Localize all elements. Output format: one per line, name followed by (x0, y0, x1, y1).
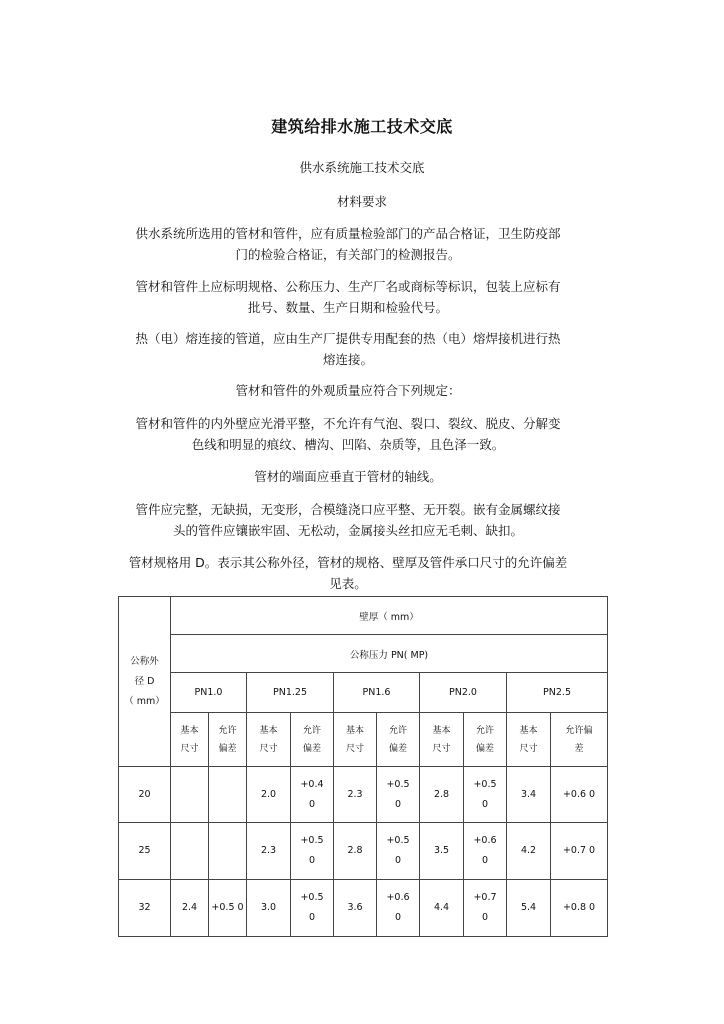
sub-header-tolerance: 允许 偏差 (377, 713, 420, 767)
document-title: 建筑给排水施工技术交底 (271, 117, 453, 136)
paragraph-6: 管材的端面应垂直于管材的轴线。 (254, 469, 442, 484)
pipe-spec-table (118, 596, 608, 937)
table-cell: 3.5 (420, 823, 464, 880)
row-diameter: 20 (119, 767, 171, 823)
table-cell: +0.8 0 (551, 880, 608, 937)
sub-header-tolerance: 允许 偏差 (209, 713, 247, 767)
sub-header-basic: 基本 尺寸 (420, 713, 464, 767)
table-cell: +0.5 0 (291, 823, 334, 880)
pressure-pn2-5: PN2.5 (507, 673, 608, 713)
paragraph-7: 管件应完整，无缺损，无变形，合模缝浇口应平整、无开裂。嵌有金属螺纹接 头的管件应镶嵌牢固、无松动，金属接头丝扣应无毛刺、缺扣。 (135, 502, 561, 538)
table-row (119, 823, 608, 880)
table-cell: 4.4 (420, 880, 464, 937)
paragraph-4: 管材和管件的外观质量应符合下列规定： (235, 383, 461, 398)
table-cell (171, 823, 209, 880)
table-cell: +0.7 0 (464, 880, 507, 937)
sub-header-tolerance: 允许偏 差 (551, 713, 608, 767)
pressure-pn1-25: PN1.25 (247, 673, 334, 713)
row-diameter: 32 (119, 880, 171, 937)
table-intro: 管材规格用 D。表示其公称外径，管材的规格、壁厚及管件承口尺寸的允许偏差 见表。 (128, 555, 568, 591)
table-cell: +0.4 0 (291, 767, 334, 823)
table-row (119, 880, 608, 937)
table-cell: 2.3 (334, 767, 377, 823)
section-title: 供水系统施工技术交底 (299, 160, 425, 175)
table-cell: +0.7 0 (551, 823, 608, 880)
table-cell: 5.4 (507, 880, 551, 937)
row-diameter: 25 (119, 823, 171, 880)
table-cell: +0.5 0 (377, 767, 420, 823)
sub-header-tolerance: 允许 偏差 (291, 713, 334, 767)
table-cell: +0.5 0 (377, 823, 420, 880)
nominal-diameter-header: 公称外 径 D （ mm） (119, 597, 171, 767)
table-cell: +0.6 0 (551, 767, 608, 823)
sub-header-basic: 基本 尺寸 (507, 713, 551, 767)
pressure-pn1-0: PN1.0 (171, 673, 247, 713)
table-cell (171, 767, 209, 823)
subsection-title: 材料要求 (336, 194, 387, 209)
table-cell: 2.4 (171, 880, 209, 937)
table-cell: 2.3 (247, 823, 291, 880)
table-cell: 2.8 (334, 823, 377, 880)
table-cell: +0.5 0 (209, 880, 247, 937)
table-cell: +0.5 0 (291, 880, 334, 937)
table-cell: 4.2 (507, 823, 551, 880)
paragraph-3: 热（电）熔连接的管道，应由生产厂提供专用配套的热（电）熔焊接机进行热 熔连接。 (135, 331, 561, 367)
table-cell: 2.0 (247, 767, 291, 823)
table-cell: 2.8 (420, 767, 464, 823)
table-row (119, 767, 608, 823)
wall-thickness-header: 壁厚（ mm） (171, 597, 608, 635)
table-cell (209, 823, 247, 880)
pressure-pn2-0: PN2.0 (420, 673, 507, 713)
table-cell: 3.4 (507, 767, 551, 823)
table-cell: +0.5 0 (464, 767, 507, 823)
pressure-pn1-6: PN1.6 (334, 673, 420, 713)
table-cell (209, 767, 247, 823)
table-cell: 3.6 (334, 880, 377, 937)
table-cell: 3.0 (247, 880, 291, 937)
nominal-pressure-header: 公称压力 PN( MP) (171, 635, 608, 673)
paragraph-2: 管材和管件上应标明规格、公称压力、生产厂名或商标等标识，包装上应标有 批号、数量、生产日期和检验代号。 (135, 279, 561, 315)
sub-header-basic: 基本 尺寸 (334, 713, 377, 767)
paragraph-1: 供水系统所选用的管材和管件，应有质量检验部门的产品合格证，卫生防疫部 门的检验合格证，有关部门的检测报告。 (135, 226, 561, 262)
sub-header-tolerance: 允许 偏差 (464, 713, 507, 767)
sub-header-basic: 基本 尺寸 (247, 713, 291, 767)
table-cell: +0.6 0 (377, 880, 420, 937)
table-cell: +0.6 0 (464, 823, 507, 880)
sub-header-basic: 基本 尺寸 (171, 713, 209, 767)
paragraph-5: 管材和管件的内外壁应光滑平整，不允许有气泡、裂口、裂纹、脱皮、分解变 色线和明显的痕纹、槽沟、凹陷、杂质等，且色泽一致。 (135, 416, 561, 452)
